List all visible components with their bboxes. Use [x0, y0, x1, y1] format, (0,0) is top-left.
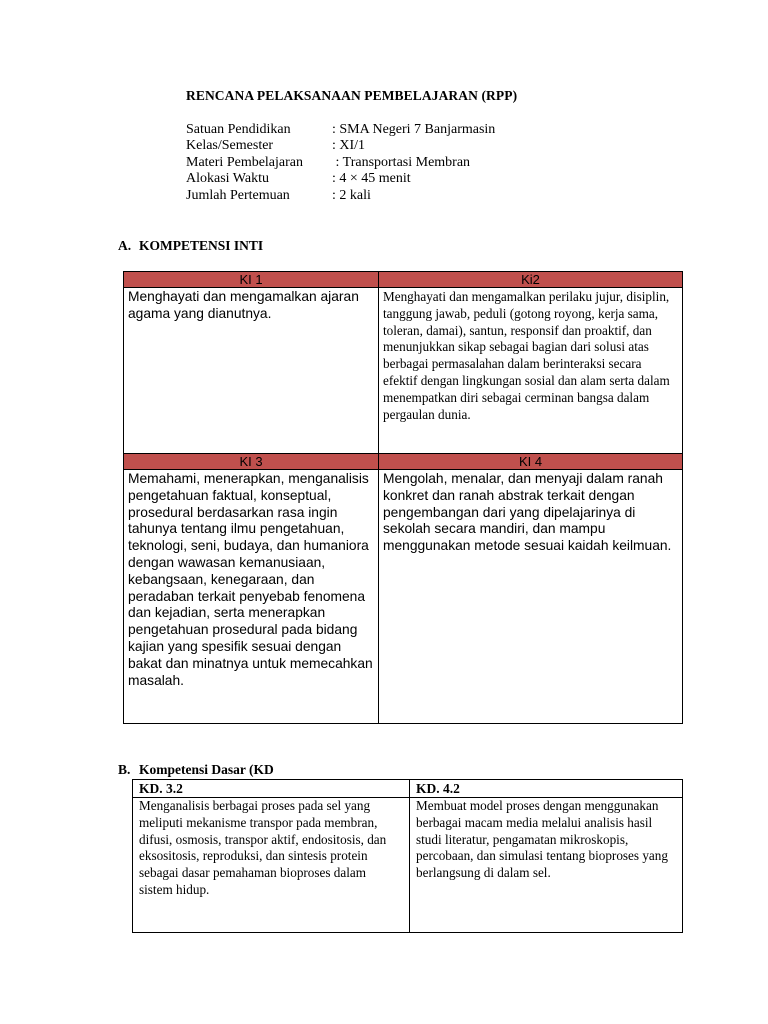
- section-letter: A.: [118, 238, 132, 253]
- kompetensi-inti-table: [123, 271, 683, 724]
- ki-header-row: [124, 454, 683, 470]
- identity-label: Jumlah Pertemuan: [186, 187, 290, 203]
- ki3-cell: Memahami, menerapkan, menganalisis pengetahuan faktual, konseptual, prosedural berdasarkan rasa ingin tahunya tentang ilmu pengetahuan, teknologi, seni, budaya, dan humaniora dengan wawasan kemanusiaan, kebangsaan, kenegaraan, dan peradaban terkait penyebab fenomena dan kejadian, serta menerapkan pengetahuan prosedural pada bidang kajian yang spesifik sesuai dengan bakat dan minatnya untuk memecahkan masalah.: [124, 470, 379, 724]
- ki2-cell: Menghayati dan mengamalkan perilaku jujur, disiplin, tanggung jawab, peduli (gotong royong, kerja sama, toleran, damai), santun, responsif dan proaktif, dan menunjukkan sikap sebagai bagian dari solusi atas berbagai permasalahan dalam berinteraksi secara efektif dengan lingkungan sosial dan alam serta dalam menempatkan diri sebagai cerminan bangsa dalam pergaulan dunia.: [379, 288, 683, 454]
- kd-4-2-header: KD. 4.2: [410, 780, 683, 798]
- kd-4-2-cell: Membuat model proses dengan menggunakan berbagai macam media melalui analisis hasil studi literatur, pengamatan mikroskopis, percobaan, dan simulasi tentang bioproses yang berlangsung di dalam sel.: [410, 798, 683, 933]
- identity-value: : Transportasi Membran: [332, 154, 471, 170]
- ki3-header: KI 3: [124, 454, 379, 470]
- identity-value: : XI/1: [332, 138, 366, 154]
- kd-content-row: [133, 798, 683, 933]
- identity-value: : 4 × 45 menit: [332, 171, 411, 187]
- ki4-header: KI 4: [379, 454, 683, 470]
- identity-block: [186, 122, 546, 204]
- kd-header-row: [133, 780, 683, 798]
- kompetensi-dasar-table: [132, 779, 683, 933]
- ki-header-row: [124, 272, 683, 288]
- identity-row-jumlah-pertemuan: [186, 188, 546, 204]
- identity-label: Alokasi Waktu: [186, 171, 269, 187]
- ki2-header: Ki2: [379, 272, 683, 288]
- ki4-cell: Mengolah, menalar, dan menyaji dalam ranah konkret dan ranah abstrak terkait dengan pengembangan dari yang dipelajarinya di sekolah secara mandiri, dan mampu menggunakan metode sesuai kaidah keilmuan.: [379, 470, 683, 724]
- kd-3-2-header: KD. 3.2: [133, 780, 410, 798]
- identity-row-alokasi-waktu: [186, 171, 546, 187]
- identity-value: : SMA Negeri 7 Banjarmasin: [332, 122, 496, 137]
- section-letter: B.: [118, 762, 131, 777]
- identity-label: Materi Pembelajaran: [186, 154, 304, 170]
- identity-label: Kelas/Semester: [186, 138, 274, 154]
- ki1-cell: Menghayati dan mengamalkan ajaran agama yang dianutnya.: [124, 288, 379, 454]
- ki-content-row: [124, 288, 683, 454]
- section-b-heading: [118, 762, 274, 778]
- identity-value: : 2 kali: [332, 187, 371, 203]
- identity-row-materi-pembelajaran: [186, 155, 546, 171]
- document-title: RENCANA PELAKSANAAN PEMBELAJARAN (RPP): [186, 88, 518, 103]
- section-title: Kompetensi Dasar (KD: [139, 762, 274, 777]
- identity-row-satuan-pendidikan: [186, 122, 546, 138]
- ki1-header: KI 1: [124, 272, 379, 288]
- section-a-heading: [118, 238, 263, 254]
- kd-3-2-cell: Menganalisis berbagai proses pada sel yang meliputi mekanisme transpor pada membran, difusi, osmosis, transpor aktif, endositosis, dan eksositosis, reproduksi, dan sintesis protein sebagai dasar pemahaman bioproses dalam sistem hidup.: [133, 798, 410, 933]
- ki-content-row: [124, 470, 683, 724]
- identity-row-kelas-semester: [186, 138, 546, 154]
- identity-label: Satuan Pendidikan: [186, 122, 291, 137]
- section-title: KOMPETENSI INTI: [139, 238, 264, 253]
